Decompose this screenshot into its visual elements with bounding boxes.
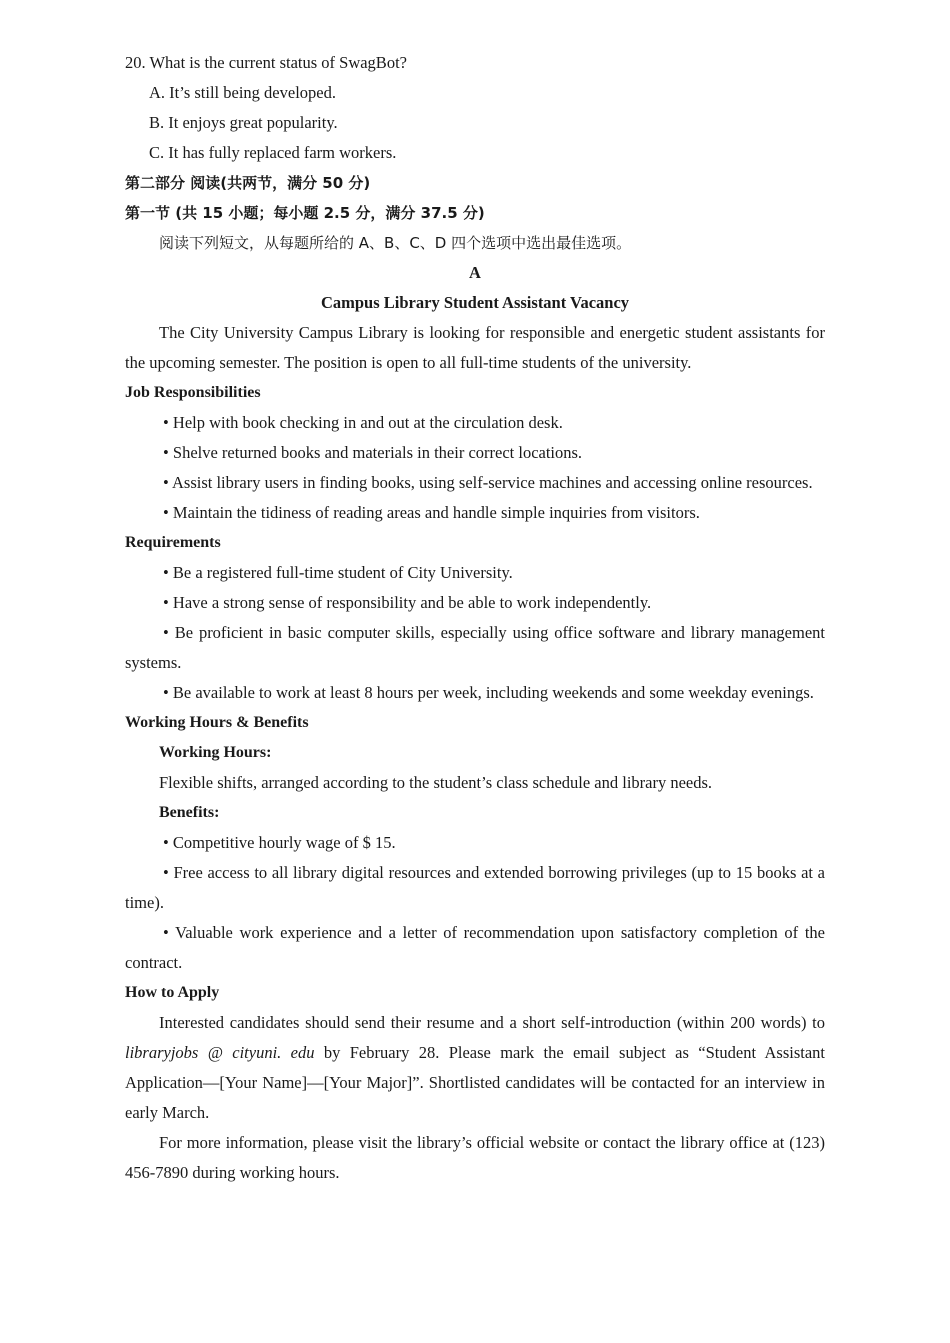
section-1-heading: 第一节 (共 15 小题；每小题 2.5 分，满分 37.5 分) [125, 204, 485, 222]
exam-page [125, 48, 825, 1188]
working-hours-label: Working Hours: [159, 744, 272, 761]
requirement-item: • Be proficient in basic computer skills, especially using office software and library management systems. [125, 623, 825, 672]
apply-text-before: Interested candidates should send their resume and a short self-introduction (within 200 words) to [159, 1013, 825, 1032]
requirements-heading: Requirements [125, 534, 221, 551]
benefit-item: • Valuable work experience and a letter of recommendation upon satisfactory completion of the contract. [125, 923, 825, 972]
hours-benefits-heading: Working Hours & Benefits [125, 714, 309, 731]
requirement-item: • Be a registered full-time student of City University. [163, 563, 513, 582]
passage-title: Campus Library Student Assistant Vacancy [320, 293, 630, 312]
question-20-option-c: C. It has fully replaced farm workers. [149, 143, 397, 162]
responsibility-item: • Help with book checking in and out at the circulation desk. [163, 413, 563, 432]
responsibility-item: • Maintain the tidiness of reading areas and handle simple inquiries from visitors. [163, 503, 700, 522]
how-to-apply-heading: How to Apply [125, 984, 220, 1001]
question-20-option-b: B. It enjoys great popularity. [149, 113, 338, 132]
working-hours-text: Flexible shifts, arranged according to the student’s class schedule and library needs. [159, 773, 713, 792]
requirement-item: • Have a strong sense of responsibility and be able to work independently. [163, 593, 652, 612]
responsibilities-heading: Job Responsibilities [125, 384, 261, 401]
apply-email-address: libraryjobs @ cityuni. edu [125, 1043, 315, 1062]
requirement-item: • Be available to work at least 8 hours per week, including weekends and some weekday evenings. [163, 683, 814, 702]
question-20-option-a: A. It’s still being developed. [149, 83, 336, 102]
passage-intro: The City University Campus Library is looking for responsible and energetic student assistants for the upcoming semester. The position is open to all full-time students of the university. [125, 323, 825, 372]
reading-instruction: 阅读下列短文，从每题所给的 A、B、C、D 四个选项中选出最佳选项。 [159, 234, 632, 252]
question-20-stem: 20. What is the current status of SwagBot? [125, 53, 407, 72]
benefit-item: • Competitive hourly wage of $ 15. [163, 833, 396, 852]
benefit-item: • Free access to all library digital resources and extended borrowing privileges (up to 15 books at a time). [125, 863, 825, 912]
more-info-text: For more information, please visit the library’s official website or contact the library office at (123) 456-7890 during working hours. [125, 1133, 825, 1182]
how-to-apply-text [125, 1008, 825, 1128]
apply-text-after: by February 28. Please mark the email subject as “Student Assistant Application—[Your Name]—[Your Major]”. Shortlisted candidates will be contacted for an interview in early March. [125, 1043, 825, 1122]
responsibility-item: • Shelve returned books and materials in their correct locations. [163, 443, 583, 462]
benefits-label: Benefits: [159, 804, 220, 821]
passage-letter: A [469, 263, 481, 282]
part-2-heading: 第二部分 阅读(共两节，满分 50 分) [125, 174, 371, 192]
responsibility-item: • Assist library users in finding books, using self-service machines and accessing online resources. [163, 473, 813, 492]
